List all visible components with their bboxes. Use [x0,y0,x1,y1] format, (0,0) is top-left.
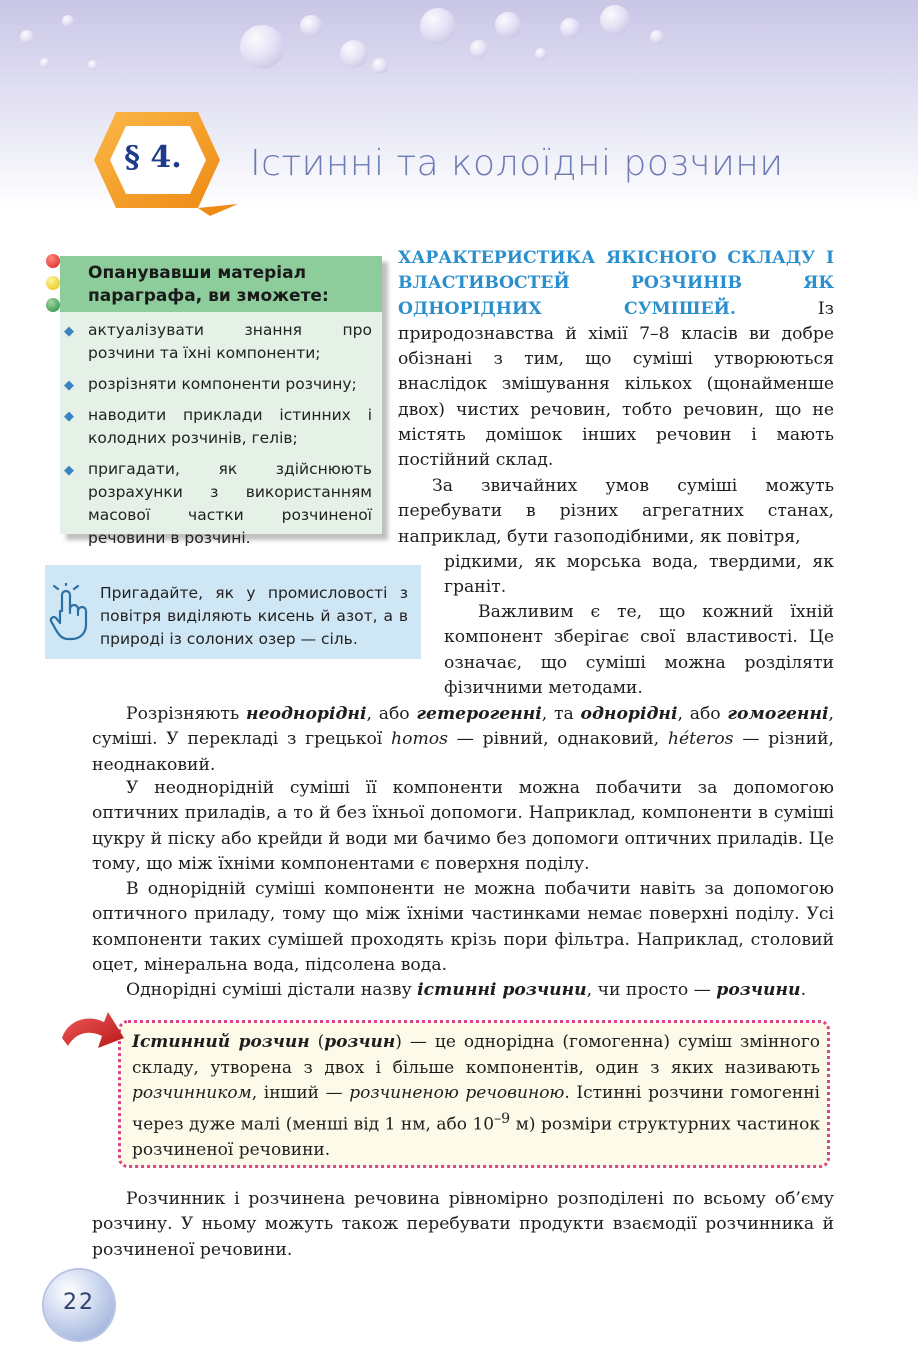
bubble-decoration [560,18,580,38]
pointing-hand-icon [48,583,92,643]
intro-paragraph-2: За звичайних умов суміші можуть перебувати в різних агрегатних станах, наприклад, бути газоподібними, як повітря, [398,476,834,547]
bubble-decoration [300,15,322,37]
bubble-decoration [650,30,664,44]
body-paragraph-types: Розрізняють неоднорідні, або гетерогенні, та однорідні, або гомогенні, суміші. У перекладі з грецької homos — рівний, однаковий, hе́teros — різний, неоднаковий. [92,704,834,775]
page-number: 22 [63,1290,95,1315]
bubble-decoration [62,15,74,27]
bubble-decoration [535,48,547,60]
objectives-heading: Опанувавши матеріал параграфа, ви зможете: [88,263,329,306]
recall-text: Пригадайте, як у промисловості з повітря виділяють кисень й азот, а в природі із солоних озер — сіль. [100,584,408,648]
list-item: ◆ актуалізувати знання про розчини та їхні компоненти; [64,321,372,362]
intro-paragraph-2-continued: рідкими, як морська вода, твердими, як граніт. [444,552,834,598]
bubble-decoration [240,25,284,69]
objectives-list [64,319,372,558]
list-item: ◆ розрізняти компоненти розчину; [88,373,372,396]
diamond-bullet-icon: ◆ [64,409,74,424]
list-item: ◆ пригадати, як здійснюють розрахунки з використанням масової частки розчиненої речовини в розчині. [64,460,372,547]
curved-arrow-icon [58,1008,128,1072]
body-paragraph-heterogeneous: У неоднорідній суміші її компоненти можна побачити за допомогою оптичних приладів, а то й без їхньої допомоги. Наприклад, компоненти в суміші цукру й піску або крейди й води ми бачимо без допомоги оптичних приладів. Це тому, що між їхніми компонентами є поверхня поділу. [92,778,834,874]
bubble-decoration [600,5,630,35]
objectives-box [60,256,382,547]
bubble-decoration [372,58,388,74]
body-paragraph-true-solutions: Однорідні суміші дістали назву істинні розчини, чи просто — розчини. [126,980,807,1000]
definition-text: Істинний розчин (розчин) — це однорідна (гомогенна) суміш змінного складу, утворена з двох і більше компонентів, один з яких називають розчинником, інший — розчиненою речовиною. Істинні розчини гомогенні через дуже малі (менші від 1 нм, або $10^{-9}$ м) розміри структурних частинок розчиненої речовини. [132,1032,820,1160]
closing-paragraph: Розчинник і розчинена речовина рівномірно розподілені по всьому об’єму розчину. У ньому можуть також перебувати продукти взаємодії розчинника й розчиненої речовини. [92,1189,834,1260]
diamond-bullet-icon: ◆ [64,463,74,478]
bubble-decoration [20,30,34,44]
section-number: § 4. [124,140,182,175]
red-dot-icon [46,254,60,268]
list-item: ◆ наводити приклади істинних і колодних розчинів, гелів; [64,406,372,447]
diamond-bullet-icon: ◆ [64,324,74,339]
green-dot-icon [46,298,60,312]
diamond-bullet-icon: ◆ [64,378,74,393]
yellow-dot-icon [46,276,60,290]
intro-paragraph-1: ХАРАКТЕРИСТИКА ЯКІСНОГО СКЛАДУ І ВЛАСТИВОСТЕЙ РОЗЧИНІВ ЯК ОДНОРІДНИХ СУМІШЕЙ. Із природознавства й хімії 7–8 класів ви добре обізнані з тим, що суміші утворюються внаслідок змішування кількох (щонайменше двох) чистих речовин, тобто речовин, що не містять домішок інших речовин і мають постійний склад. [398,248,834,471]
section-heading: ХАРАКТЕРИСТИКА ЯКІСНОГО СКЛАДУ І ВЛАСТИВОСТЕЙ РОЗЧИНІВ ЯК ОДНОРІДНИХ СУМІШЕЙ. [398,248,834,319]
body-paragraph-homogeneous: В однорідній суміші компоненти не можна побачити навіть за допомогою оптичного приладу, тому що між їхніми частинками немає поверхні поділу. Усі компоненти таких сумішей проходять крізь пори фільтра. Наприклад, столовий оцет, мінеральна вода, підсолена вода. [92,879,834,975]
bubble-decoration [88,60,98,70]
page-title: Істинні та колоїдні розчини [250,143,784,184]
bubble-decoration [495,12,521,38]
bubble-decoration [470,40,488,58]
bubble-decoration [340,40,368,68]
bubble-decoration [40,58,50,68]
bubble-decoration [420,8,456,44]
intro-paragraph-3: Важливим є те, що кожний їхній компонент зберігає свої властивості. Це означає, що суміші можна розділяти фізичними методами. [444,602,834,698]
